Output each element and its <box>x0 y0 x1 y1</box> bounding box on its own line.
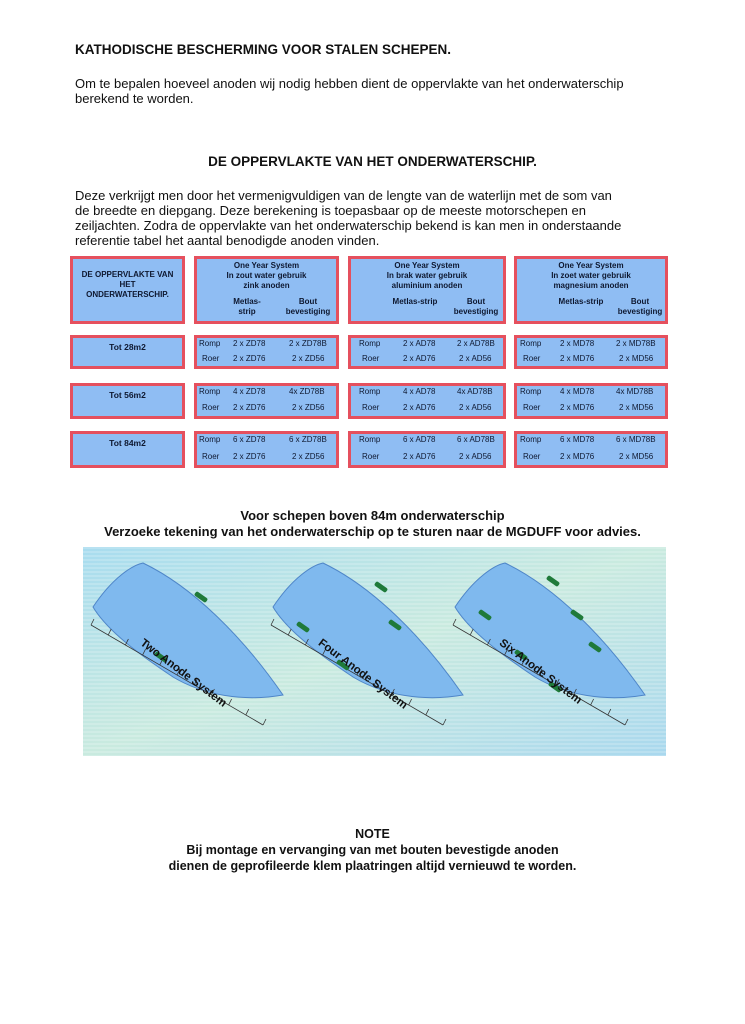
section-line: zeiljachten. Zodra de oppervlakte van het onderwaterschip bekend is kan men in onderstaande <box>75 218 622 233</box>
col-header-bout: Bout bevestiging <box>617 297 663 316</box>
values-zinc-56: Romp 4 x ZD78 4x ZD78B Roer 2 x ZD76 2 x ZD56 <box>194 383 339 419</box>
system-line: aluminium anoden <box>391 281 463 290</box>
intro-line: Om te bepalen hoeveel anoden wij nodig hebben dient de oppervlakte van het onderwaterschip <box>75 76 624 91</box>
values-zinc-28: Romp 2 x ZD78 2 x ZD78B Roer 2 x ZD76 2 x ZD56 <box>194 335 339 369</box>
system-line: magnesium anoden <box>553 281 629 290</box>
boat-label-four: Four Anode System <box>315 637 410 712</box>
system-line: One Year System <box>394 261 460 270</box>
system-line: In zout water gebruik <box>226 271 307 280</box>
row-label-84: Tot 84m2 <box>70 431 185 468</box>
section-paragraph <box>75 188 685 248</box>
boat-label-six: Six Anode System <box>496 637 584 707</box>
col-header-bout: Bout bevestiging <box>285 297 331 316</box>
system-header-magnesium <box>514 256 668 324</box>
values-aluminium-28: Romp 2 x AD78 2 x AD78B Roer 2 x AD76 2 x AD56 <box>348 335 506 369</box>
note-line: dienen de geprofileerde klem plaatringen altijd vernieuwd te worden. <box>168 859 577 873</box>
system-line: One Year System <box>558 261 624 270</box>
section-title: DE OPPERVLAKTE VAN HET ONDERWATERSCHIP. <box>208 154 537 169</box>
values-magnesium-56: Romp 4 x MD78 4x MD78B Roer 2 x MD76 2 x MD56 <box>514 383 668 419</box>
note-title: NOTE <box>355 827 390 841</box>
corner-line: ONDERWATERSCHIP. <box>86 290 169 299</box>
values-zinc-84: Romp 6 x ZD78 6 x ZD78B Roer 2 x ZD76 2 x ZD56 <box>194 431 339 468</box>
values-magnesium-84: Romp 6 x MD78 6 x MD78B Roer 2 x MD76 2 x MD56 <box>514 431 668 468</box>
system-line: In zoet water gebruik <box>551 271 631 280</box>
row-label-28: Tot 28m2 <box>70 335 185 369</box>
intro-line: berekend te worden. <box>75 91 194 106</box>
values-aluminium-56: Romp 4 x AD78 4x AD78B Roer 2 x AD76 2 x AD56 <box>348 383 506 419</box>
section-line: Deze verkrijgt men door het vermenigvuldigen van de lengte van de waterlijn met de som van <box>75 188 612 203</box>
col-header-metlas: Metlas- strip <box>233 297 261 316</box>
values-aluminium-84: Romp 6 x AD78 6 x AD78B Roer 2 x AD76 2 x AD56 <box>348 431 506 468</box>
note-block <box>0 826 745 874</box>
col-header-metlas: Metlas-strip <box>392 297 438 306</box>
system-line: One Year System <box>233 261 300 270</box>
corner-line: DE OPPERVLAKTE VAN <box>81 270 174 279</box>
system-header-aluminium <box>348 256 506 324</box>
page-heading: KATHODISCHE BESCHERMING VOOR STALEN SCHEPEN. <box>75 42 452 57</box>
values-magnesium-28: Romp 2 x MD78 2 x MD78B Roer 2 x MD76 2 x MD56 <box>514 335 668 369</box>
notice-line: Voor schepen boven 84m onderwaterschip <box>240 508 505 523</box>
system-header-zinc <box>194 256 339 324</box>
section-line: de breedte en diepgang. Deze berekening is toepasbaar op de meeste motorschepen en <box>75 203 586 218</box>
row-label-56: Tot 56m2 <box>70 383 185 419</box>
table-corner-header <box>70 256 185 324</box>
corner-line: HET <box>119 280 136 289</box>
col-header-bout: Bout bevestiging <box>453 297 499 316</box>
note-line: Bij montage en vervanging van met bouten bevestigde anoden <box>186 843 559 857</box>
boat-label-two: Two Anode System <box>137 637 229 710</box>
notice-line: Verzoeke tekening van het onderwaterschip op te sturen naar de MGDUFF voor advies. <box>104 524 641 539</box>
system-line: In brak water gebruik <box>386 271 468 280</box>
section-line: referentie tabel het aantal benodigde anoden vinden. <box>75 233 380 248</box>
intro-paragraph <box>75 76 675 106</box>
large-ships-notice <box>0 508 745 540</box>
system-line: zink anoden <box>243 281 290 290</box>
col-header-metlas: Metlas-strip <box>558 297 604 306</box>
